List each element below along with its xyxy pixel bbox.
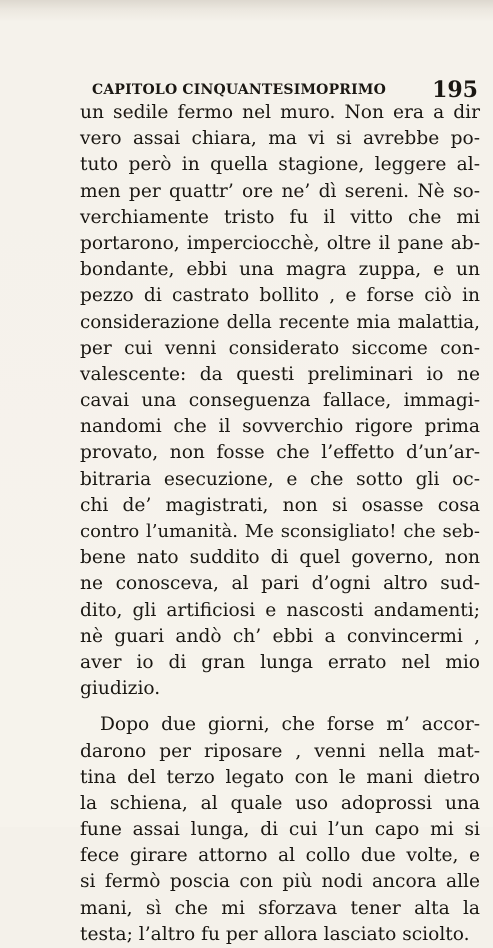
text-line: ne conosceva, al pari d’ogni altro sud- xyxy=(80,573,480,595)
text-line: vero assai chiara, ma vi si avrebbe po- xyxy=(80,128,480,150)
text-line: Dopo due giorni, che forse m’ accor- xyxy=(100,714,480,736)
text-line: tuto però in quella stagione, leggere al- xyxy=(80,154,480,176)
text-line: testa; l’altro fu per allora lasciato sciolto. xyxy=(80,923,470,945)
text-line: portarono, imperciocchè, oltre il pane ab- xyxy=(80,232,480,254)
text-line: tina del terzo legato con le mani dietro xyxy=(80,766,480,788)
text-line: pezzo di castrato bollito , e forse ciò in xyxy=(80,285,480,307)
text-line: provato, non fosse che l’effetto d’un’ar- xyxy=(80,442,480,464)
text-line: nandomi che il sovverchio rigore prima xyxy=(80,416,480,438)
paragraph-1 xyxy=(80,100,480,702)
text-line: contro l’umanità. Me sconsigliato! che seb- xyxy=(80,521,480,542)
text-line: aver io di gran lunga errato nel mio xyxy=(80,651,480,673)
paragraph-2 xyxy=(80,712,480,948)
text-line: un sedile fermo nel muro. Non era a dir xyxy=(80,102,480,123)
text-line: chi de’ magistrati, non si osasse cosa xyxy=(80,494,480,516)
text-line: verchiamente tristo fu il vitto che mi xyxy=(80,206,480,228)
text-line: nè guari andò ch’ ebbi a convincermi , xyxy=(80,625,480,647)
text-line: bondante, ebbi una magra zuppa, e un xyxy=(80,259,480,281)
text-line: cavai una conseguenza fallace, immagi- xyxy=(80,390,480,412)
body-text xyxy=(80,100,480,948)
text-line: fune assai lunga, di cui l’un capo mi si xyxy=(80,819,480,841)
page-number: 195 xyxy=(432,77,478,103)
text-line: fece girare attorno al collo due volte, e xyxy=(80,845,480,867)
running-head: CAPITOLO CINQUANTESIMOPRIMO xyxy=(92,82,386,98)
text-line: darono per riposare , venni nella mat- xyxy=(80,740,480,762)
text-line: valescente: da questi preliminari io ne xyxy=(80,363,480,385)
text-line: giudizio. xyxy=(80,678,161,700)
text-line: si fermò poscia con più nodi ancora alle xyxy=(80,871,480,893)
text-line: considerazione della recente mia malattia, xyxy=(80,311,480,333)
text-line: men per quattr’ ore ne’ dì sereni. Nè so- xyxy=(80,180,480,202)
text-line: dito, gli artificiosi e nascosti andamenti; xyxy=(80,599,480,621)
text-line: bene nato suddito di quel governo, non xyxy=(80,547,480,569)
text-line: la schiena, al quale uso adoprossi una xyxy=(80,792,480,814)
text-line: per cui venni considerato siccome con- xyxy=(80,337,480,359)
text-line: bitraria esecuzione, e che sotto gli oc- xyxy=(80,468,480,490)
text-line: mani, sì che mi sforzava tener alta la xyxy=(80,897,480,919)
paragraph-gap xyxy=(80,702,480,712)
